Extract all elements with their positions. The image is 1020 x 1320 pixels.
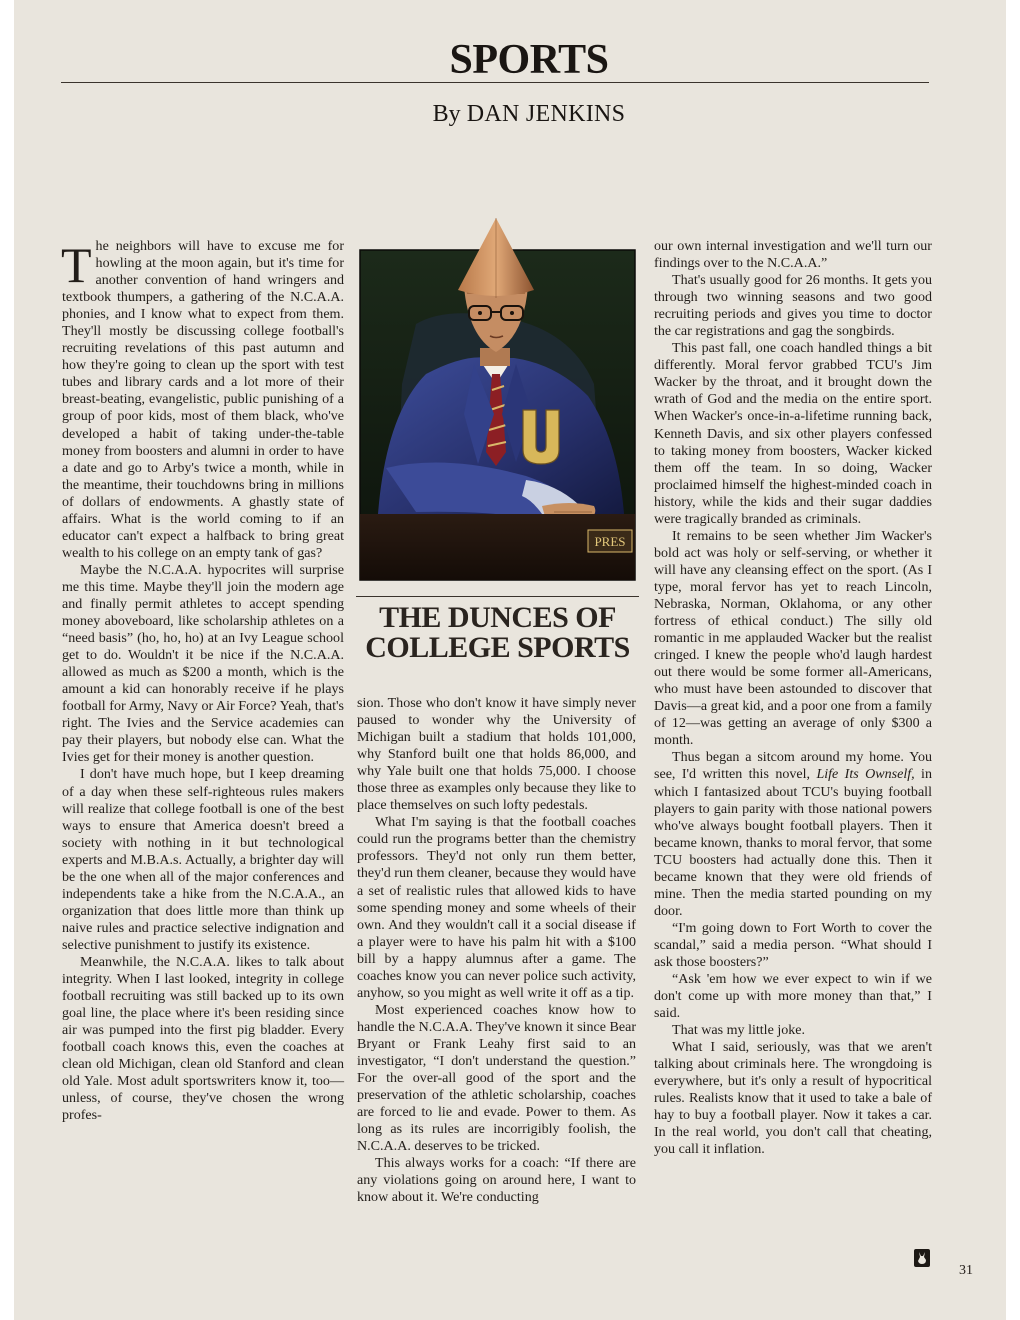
byline (14, 101, 1020, 128)
article-paragraph: What I'm saying is that the football coaches could run the programs better than the chemistry professors. They'd not only run them better, they'd run them cleaner, because they would have a set of realistic rules that allowed kids to have some spending money and some wheels of their own. And they wouldn't call it a social disease if a player were to have his palm hit with a $100 bill by a happy alumnus after a game. The coaches know you can never police such activity, anyhow, so you might as well write it off as a tip. (357, 814, 636, 1001)
section-title: SPORTS (449, 37, 609, 83)
dunce-president-illustration (356, 214, 639, 584)
article-headline (356, 603, 639, 663)
magazine-page (14, 0, 1006, 1320)
article-paragraph: “Ask 'em how we ever expect to win if we don't come up with more money than that,” I said. (654, 971, 932, 1022)
article-paragraph: Maybe the N.C.A.A. hypocrites will surprise me this time. Maybe they'll join the modern age and finally permit athletes to accept spending money aboveboard, like scholarship athletes on a “need basis” (ho, ho, ho) at an Ivy League school get to do. Wouldn't it be nice if the N.C.A.A. allowed as much as $200 a month, which is the amount a kid can honorably receive if he plays football for Army, Navy or Air Force? Yeah, that's right. The Ivies and the Service academies can pay their players, but nobody else can. What the Ivies get for their money is another question. (62, 561, 344, 766)
article-column-2 (357, 695, 636, 1206)
headline-rule (356, 596, 639, 597)
article-paragraph: This always works for a coach: “If there are any violations going on around here, I want to know about it. We're conducting (357, 1155, 636, 1206)
article-paragraph: That's usually good for 26 months. It gets you through two winning seasons and two good recruiting periods and gives you time to doctor the car registrations and gag the songbirds. (654, 272, 932, 340)
rabbit-head-icon (914, 1249, 930, 1267)
novel-title: Life Its Ownself, (816, 766, 915, 783)
drop-cap: T (61, 237, 92, 293)
article-paragraph: The neighbors will have to excuse me for howling at the moon again, but it's time for another convention of hand wringers and textbook thumpers, a gathering of the N.C.A.A. phonies, and I know what to expect from them. They'll mostly be discussing college football's recruiting revelations of this past autumn and how they're going to clean up the sport with test tubes and library cards and a lot more of their breast-beating, evangelistic, public punishing of a group of poor kids, most of them black, who've developed a habit of taking under-the-table money from boosters and alumni in order to have a date and go to Arby's twice a month, while in the meantime, their touchdowns bring in millions of dollars of endowments. A ghastly state of affairs. What is the world coming to if an educator can't expect a halfback to bring great wealth to his college on an empty tank of gas? (61, 237, 344, 561)
article-paragraph: It remains to be seen whether Jim Wacker's bold act was holy or self-serving, or whether it will have any cleansing effect on the sport. (As I type, moral fervor has yet to reach Lincoln, Nebraska, Norman, Oklahoma, or any other fortress of ethical conduct.) The silly old romantic in me applauded Wacker but the realist cringed. I knew the people who'd laugh hardest out there would be some former all-Americans, who must have been astounded to discover that Davis—a great kid, and a poor one from a family of 12—was getting an average of only $300 a month. (654, 527, 932, 749)
author-name: DAN JENKINS (466, 101, 626, 127)
article-paragraph: our own internal investigation and we'll turn our findings over to the N.C.A.A.” (654, 238, 932, 272)
article-paragraph: “I'm going down to Fort Worth to cover the scandal,” said a media person. “What should I ask those boosters?” (654, 919, 932, 970)
article-paragraph: sion. Those who don't know it have simply never paused to wonder why the University of Michigan built a stadium that holds 101,000, why Stanford built one that holds 86,000, and why Yale built one that holds 75,000. I choose those three as examples only because they like to place themselves on such lofty pedestals. (357, 695, 636, 814)
headline-line-1: THE DUNCES OF (379, 601, 616, 634)
article-paragraph: Meanwhile, the N.C.A.A. likes to talk about integrity. When I last looked, integrity in college football recruiting was still backed up to its own goal line, the place where it's been residing since air was pumped into the first pig bladder. Every football coach knows this, even the coaches at clean old Michigan, clean old Stanford and clean old Yale. Most adult sportswriters know it, too—unless, of course, they've chosen the wrong profes- (62, 953, 344, 1124)
article-column-1 (62, 238, 344, 1124)
article-paragraph: Most experienced coaches know how to handle the N.C.A.A. They've known it since Bear Bryant or Frank Leahy first said to an investigator, “I don't understand the question.” For the over-all good of the sport and the preservation of the athletic scholarship, coaches are forced to lie and evade. Power to them. As long as its rules are incorrigibly foolish, the N.C.A.A. deserves to be tricked. (357, 1001, 636, 1155)
nameplate (588, 530, 632, 552)
article-column-3 (654, 238, 932, 1159)
byline-by: By (432, 101, 461, 127)
header-rule (61, 82, 929, 83)
article-paragraph: That was my little joke. (672, 1022, 806, 1039)
article-paragraph: Thus began a sitcom around my home. You see, I'd written this novel, Life Its Ownself, in which I fantasized about TCU's buying football players to gain parity with those national powers who've always bought football players. Then it became known, thanks to moral fervor, that some TCU boosters had actually done this. Then it became known that they were old friends of mine. Then the media started pounding on my door. (654, 749, 932, 919)
article-paragraph: This past fall, one coach handled things a bit differently. Moral fervor grabbed TCU's Jim Wacker by the throat, and it brought down the wrath of God and the media on the entire sport. When Wacker's once-in-a-lifetime running back, Kenneth Davis, and six other players confessed to taking money from boosters, Wacker kicked them off the team. In so doing, Wacker proclaimed himself the highest-minded coach in history, while the kids and their sugar daddies were tragically branded as criminals. (654, 340, 932, 527)
article-paragraph: What I said, seriously, was that we aren't talking about criminals here. The wrongdoing is everywhere, but it's only a result of hypocritical rules. Realists know that it used to take a bale of hay to buy a football player. Now it takes a car. In the real world, you don't call that cheating, you call it inflation. (654, 1039, 932, 1158)
article-paragraph: I don't have much hope, but I keep dreaming of a day when these self-righteous rules makers will realize that college football is one of the best ways to ensure that America doesn't breed a society with nothing in it but technological experts and M.B.A.s. Actually, a brighter day will be the one when all of the major conferences and independents take a hike from the N.C.A.A., an organization that does little more than think up naive rules and practice selective indignation and selective punishment to justify its existence. (62, 766, 344, 953)
headline-line-2: COLLEGE SPORTS (365, 631, 630, 664)
svg-text:PRES: PRES (594, 534, 626, 549)
page-number: 31 (959, 1263, 973, 1278)
